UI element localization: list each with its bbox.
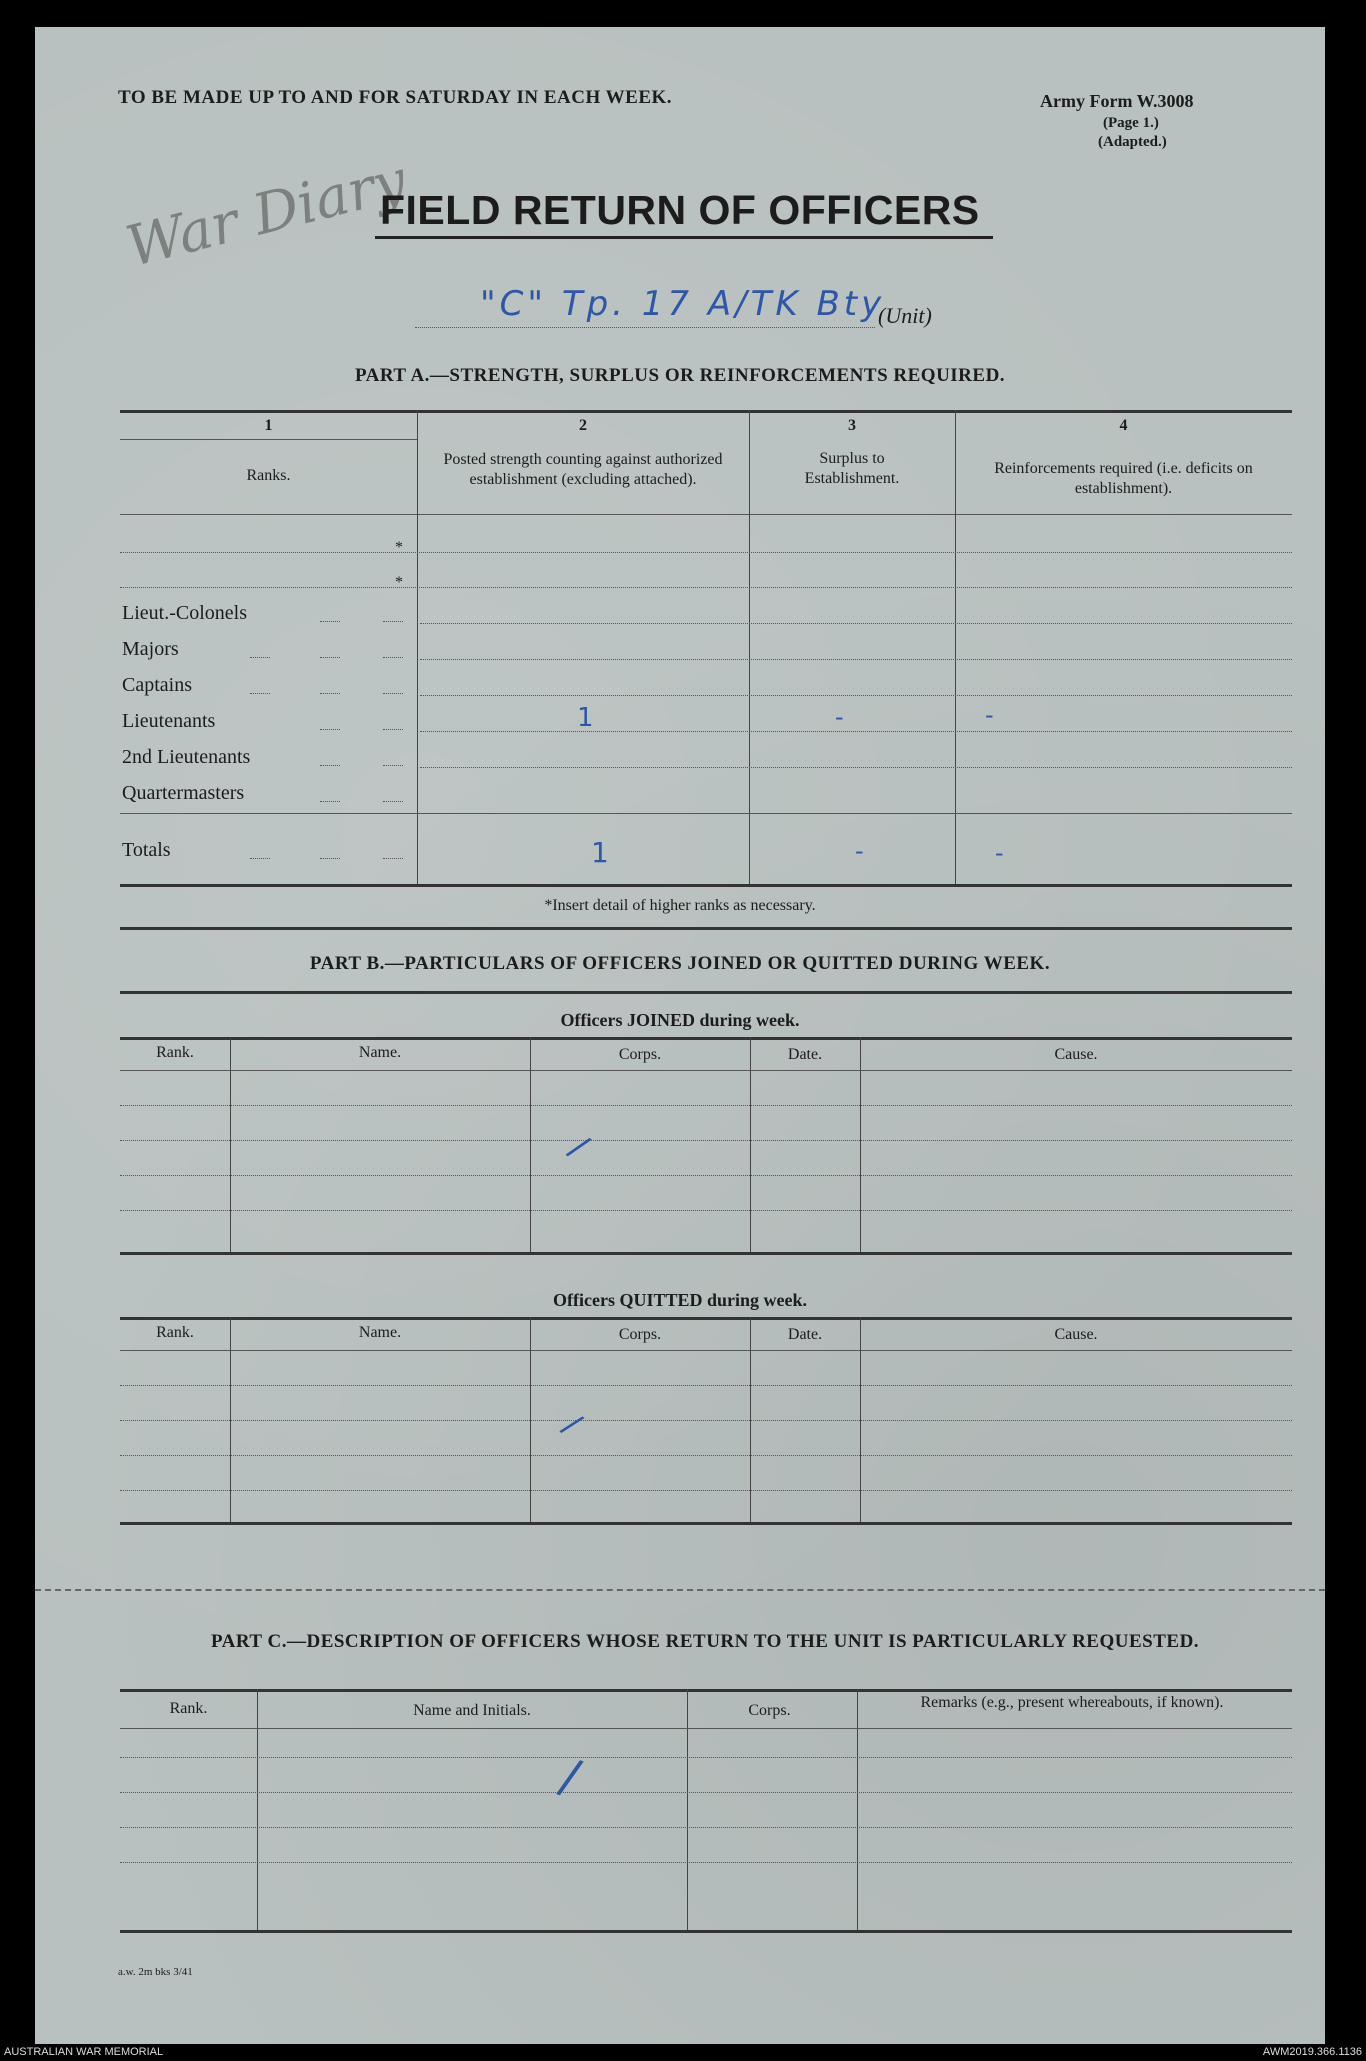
perforation-line <box>35 1589 1325 1591</box>
star-marker-1: * <box>395 539 403 556</box>
row-rule <box>120 1490 1292 1491</box>
lieutenants-posted-value: 1 <box>577 703 594 733</box>
row-rule <box>120 1385 1292 1386</box>
part-c-bottom-rule <box>120 1930 1292 1933</box>
part-a-bottom-rule <box>120 884 1292 887</box>
quitted-col-date: Date. <box>787 1326 823 1343</box>
part-c-header-rule <box>120 1728 1292 1729</box>
part-a-header-bottom-rule <box>120 514 1292 515</box>
lieutenants-reinforcements-value: - <box>985 701 994 729</box>
row-rule <box>120 1420 1292 1421</box>
joined-title: Officers JOINED during week. <box>560 1010 800 1030</box>
page-label: (Page 1.) <box>1103 115 1159 131</box>
part-c-col-remarks: Remarks (e.g., present whereabouts, if known). <box>920 1694 1224 1711</box>
quitted-col-rank: Rank. <box>156 1324 194 1341</box>
joined-table-bottom-rule <box>120 1252 1292 1255</box>
part-a-heading: PART A.—STRENGTH, SURPLUS OR REINFORCEMENTS REQUIRED. <box>354 365 1006 386</box>
part-a-top-rule <box>120 410 1292 413</box>
joined-corps-mark: / <box>561 1127 596 1167</box>
title-underline <box>375 236 993 239</box>
leader-dots <box>320 729 340 730</box>
part-c-heading: PART C.—DESCRIPTION OF OFFICERS WHOSE RETURN TO THE UNIT IS PARTICULARLY REQUESTED. <box>210 1631 1200 1652</box>
row-rule <box>120 1210 1292 1211</box>
lieutenants-surplus-value: - <box>835 703 844 731</box>
part-c-col-divider <box>257 1689 258 1930</box>
quitted-col-corps: Corps. <box>618 1326 662 1343</box>
footer-right: AWM2019.366.1136 <box>1262 2046 1362 2058</box>
row-rule <box>120 1862 1292 1863</box>
rank-majors: Majors <box>122 638 179 660</box>
quitted-col-cause: Cause. <box>1054 1326 1098 1343</box>
col-header-posted: Posted strength counting against authorized establishment (excluding attached). <box>443 451 723 488</box>
row-rule <box>420 731 1292 732</box>
unit-label: (Unit) <box>878 303 932 328</box>
leader-dots <box>250 693 270 694</box>
quitted-col-name: Name. <box>358 1324 402 1341</box>
leader-dots <box>383 801 403 802</box>
adapted-label: (Adapted.) <box>1098 134 1167 150</box>
part-b-top-rule <box>120 991 1292 994</box>
part-c-col-divider <box>687 1689 688 1930</box>
pencil-annotation: War Diary <box>120 147 413 281</box>
row-rule <box>120 1175 1292 1176</box>
part-a-footnote: *Insert detail of higher ranks as necessary. <box>544 897 816 914</box>
row-rule <box>120 1105 1292 1106</box>
col-number-2: 2 <box>579 417 587 434</box>
col-number-4: 4 <box>1119 417 1128 434</box>
totals-label: Totals <box>122 839 171 861</box>
print-code: a.w. 2m bks 3/41 <box>118 1966 193 1978</box>
part-c-top-rule <box>120 1689 1292 1692</box>
col-number-1: 1 <box>264 417 273 434</box>
row-rule <box>120 552 1292 553</box>
quitted-table-bottom-rule <box>120 1522 1292 1525</box>
leader-dots <box>250 858 270 859</box>
quitted-title: Officers QUITTED during week. <box>553 1290 807 1310</box>
row-rule <box>420 623 1292 624</box>
part-b-heading: PART B.—PARTICULARS OF OFFICERS JOINED OR QUITTED DURING WEEK. <box>309 953 1051 974</box>
joined-col-cause: Cause. <box>1054 1046 1098 1063</box>
quitted-corps-mark: / <box>556 1405 589 1443</box>
joined-col-corps: Corps. <box>618 1046 662 1063</box>
row-rule <box>120 1455 1292 1456</box>
part-c-col-name: Name and Initials. <box>413 1702 531 1719</box>
totals-surplus-value: - <box>855 837 864 865</box>
leader-dots <box>320 858 340 859</box>
joined-col-date: Date. <box>787 1046 823 1063</box>
quitted-header-rule <box>120 1350 1292 1351</box>
rank-2nd-lieutenants: 2nd Lieutenants <box>122 746 251 768</box>
row-rule <box>120 587 1292 588</box>
totals-posted-value: 1 <box>591 836 609 869</box>
rank-lieut-colonels: Lieut.-Colonels <box>122 602 247 624</box>
row-rule <box>120 1140 1292 1141</box>
leader-dots <box>320 765 340 766</box>
joined-header-rule <box>120 1070 1292 1071</box>
row-rule <box>420 659 1292 660</box>
rank-captains: Captains <box>122 674 192 696</box>
page-title: FIELD RETURN OF OFFICERS <box>380 187 980 233</box>
part-a-end-rule <box>120 927 1292 930</box>
unit-handwritten: "C" Tp. 17 A/TK Bty <box>480 284 886 324</box>
joined-col-rank: Rank. <box>156 1044 194 1061</box>
ranks-header-rule <box>120 439 417 440</box>
leader-dots <box>250 657 270 658</box>
star-marker-2: * <box>395 574 403 591</box>
leader-dots <box>320 657 340 658</box>
leader-dots <box>320 801 340 802</box>
leader-dots <box>383 693 403 694</box>
part-c-name-mark: / <box>553 1747 587 1807</box>
leader-dots <box>383 858 403 859</box>
row-rule <box>120 1792 1292 1793</box>
col-header-ranks: Ranks. <box>246 467 291 484</box>
form-sheet <box>35 27 1325 2044</box>
totals-rule <box>120 813 1292 814</box>
joined-col-name: Name. <box>358 1044 402 1061</box>
leader-dots <box>320 621 340 622</box>
row-rule <box>420 695 1292 696</box>
footer-left: AUSTRALIAN WAR MEMORIAL <box>4 2046 164 2058</box>
part-c-col-corps: Corps. <box>748 1702 791 1719</box>
leader-dots <box>383 729 403 730</box>
leader-dots <box>320 693 340 694</box>
col-header-reinforcements: Reinforcements required (i.e. deficits on establishment). <box>994 460 1253 497</box>
row-rule <box>120 1827 1292 1828</box>
totals-reinforcements-value: - <box>995 839 1004 867</box>
row-rule <box>420 767 1292 768</box>
unit-line <box>415 327 875 328</box>
instruction-text: TO BE MADE UP TO AND FOR SATURDAY IN EACH WEEK. <box>118 87 673 108</box>
rank-quartermasters: Quartermasters <box>122 782 245 804</box>
part-c-col-rank: Rank. <box>169 1700 208 1717</box>
rank-lieutenants: Lieutenants <box>122 710 216 732</box>
col-number-3: 3 <box>848 417 856 434</box>
joined-table-top-rule <box>120 1037 1292 1040</box>
col-header-surplus: Surplus to Establishment. <box>804 450 900 487</box>
quitted-table-top-rule <box>120 1317 1292 1320</box>
leader-dots <box>383 657 403 658</box>
part-c-col-divider <box>857 1689 858 1930</box>
row-rule <box>120 1757 1292 1758</box>
form-number: Army Form W.3008 <box>1040 91 1194 111</box>
leader-dots <box>383 765 403 766</box>
leader-dots <box>383 621 403 622</box>
